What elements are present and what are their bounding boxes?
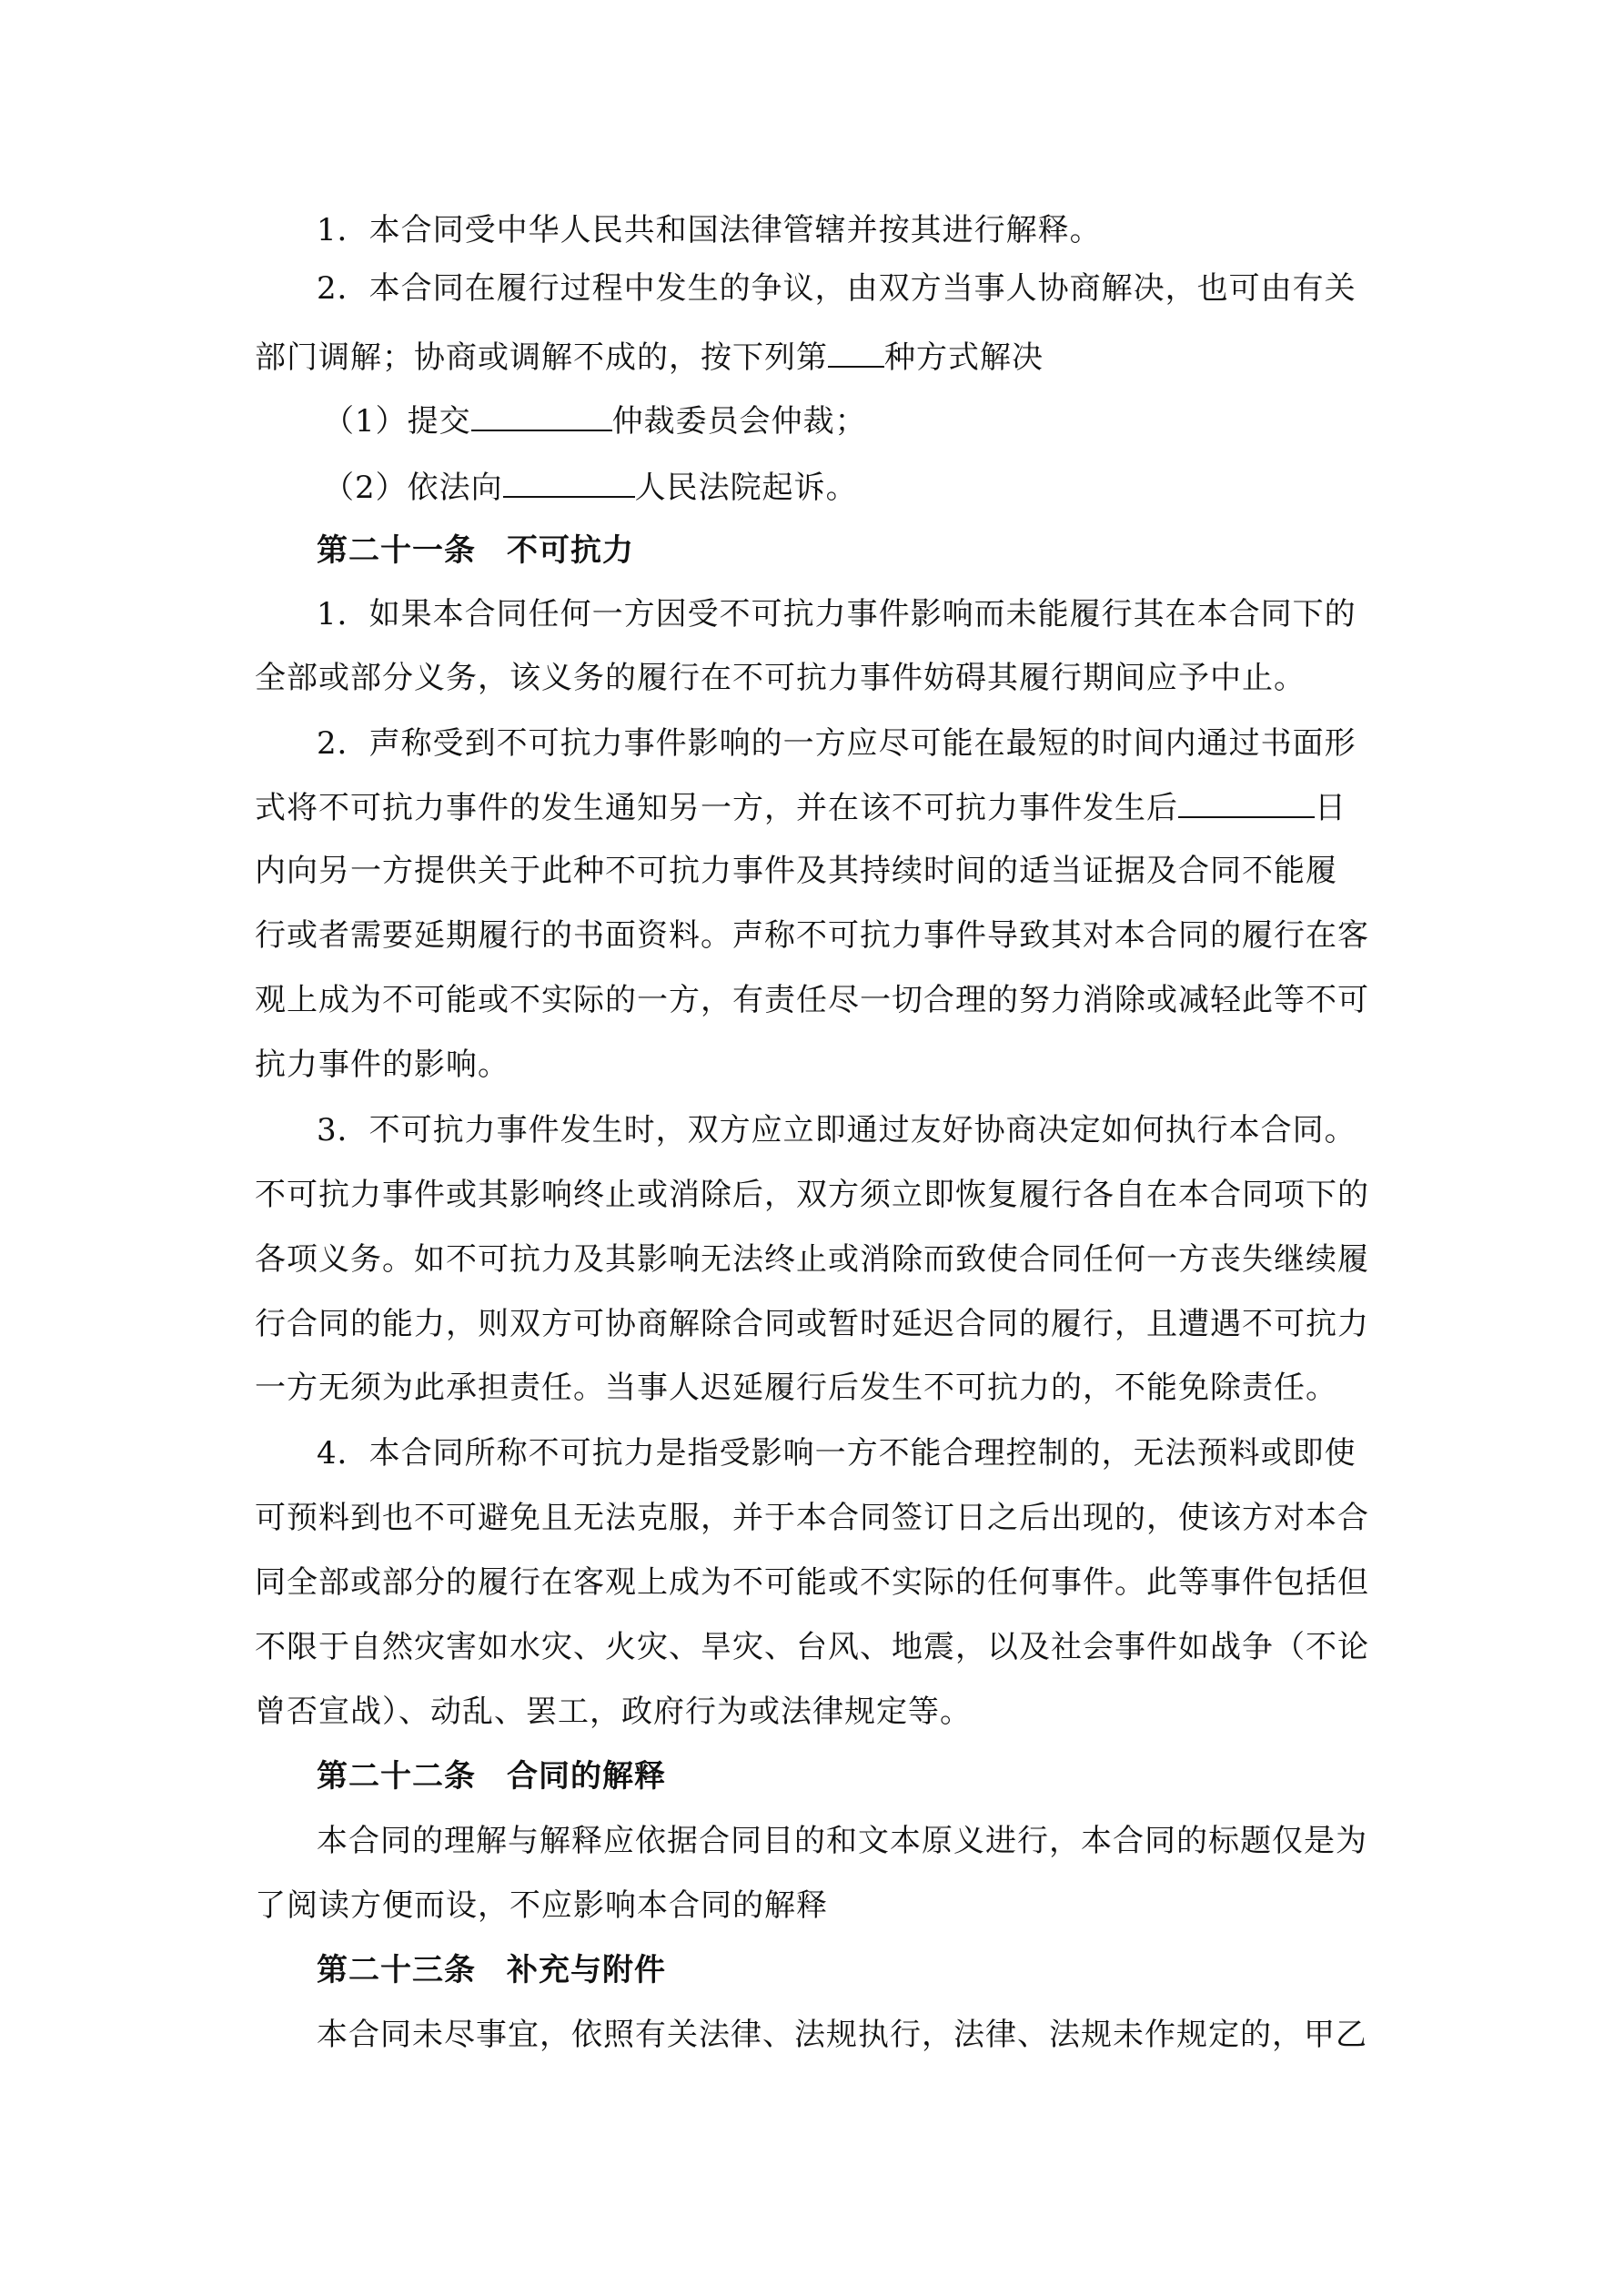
line-text: 观上成为不可能或不实际的一方，有责任尽一切合理的努力消除或减轻此等不可 <box>255 982 1369 1018</box>
fill-in-blank <box>503 469 635 498</box>
clause-number: 第二十二条 <box>317 1758 476 1795</box>
line-text: 本合同未尽事宜，依照有关法律、法规执行，法律、法规未作规定的，甲乙 <box>317 2017 1367 2053</box>
line-text: 不可抗力事件或其影响终止或消除后，双方须立即恢复履行各自在本合同项下的 <box>255 1177 1369 1213</box>
line-text: 行合同的能力，则双方可协商解除合同或暂时延迟合同的履行，且遭遇不可抗力 <box>255 1306 1369 1342</box>
clause-21-item-1-line-1 <box>317 596 1454 632</box>
line-text: 可预料到也不可避免且无法克服，并于本合同签订日之后出现的，使该方对本合 <box>255 1500 1369 1536</box>
clause-21-item-3-line-3 <box>255 1241 1392 1278</box>
line-text: 一方无须为此承担责任。当事人迟延履行后发生不可抗力的，不能免除责任。 <box>255 1370 1337 1406</box>
line-text: 内向另一方提供关于此种不可抗力事件及其持续时间的适当证据及合同不能履 <box>255 853 1337 889</box>
clause-22-body-line-1 <box>317 1823 1454 1859</box>
line-text: 部门调解；协商或调解不成的，按下列第 <box>255 339 828 376</box>
clause-21-item-2-line-2 <box>255 789 1392 826</box>
clause-21-item-4-line-2 <box>255 1500 1392 1536</box>
clause-title: 合同的解释 <box>507 1758 666 1795</box>
line-text: 不限于自然灾害如水灾、火灾、旱灾、台风、地震，以及社会事件如战争（不论 <box>255 1629 1369 1665</box>
clause-21-item-2-line-1 <box>317 725 1454 762</box>
clause-23-body-line-1 <box>317 2017 1454 2053</box>
clause-21-item-4-line-4 <box>255 1629 1392 1665</box>
clause-21-item-1-line-2 <box>255 660 1392 696</box>
line-text: 各项义务。如不可抗力及其影响无法终止或消除而致使合同任何一方丧失继续履 <box>255 1241 1369 1278</box>
clause-title: 不可抗力 <box>507 532 634 569</box>
clause-22-body-line-2 <box>255 1887 1392 1924</box>
line-text: 仲裁委员会仲裁； <box>611 403 867 440</box>
clause-title: 补充与附件 <box>507 1952 666 1988</box>
clause-21-item-4-line-1 <box>317 1435 1454 1472</box>
line-text: 3．不可抗力事件发生时，双方应立即通过友好协商决定如何执行本合同。 <box>317 1112 1357 1148</box>
line-text: 式将不可抗力事件的发生通知另一方，并在该不可抗力事件发生后 <box>255 790 1178 826</box>
clause-23-heading <box>317 1952 1454 1988</box>
line-text: 2．声称受到不可抗力事件影响的一方应尽可能在最短的时间内通过书面形 <box>317 725 1357 762</box>
clause-21-item-2-line-6 <box>255 1047 1392 1083</box>
line-text: 本合同的理解与解释应依据合同目的和文本原义进行，本合同的标题仅是为 <box>317 1823 1367 1859</box>
clause-number: 第二十三条 <box>317 1952 476 1988</box>
clause-number: 第二十一条 <box>317 532 476 569</box>
line-text: （1）提交 <box>323 403 471 440</box>
dispute-option-2 <box>323 469 1460 506</box>
line-text: 1．如果本合同任何一方因受不可抗力事件影响而未能履行其在本合同下的 <box>317 596 1357 632</box>
line-text: 同全部或部分的履行在客观上成为不可能或不实际的任何事件。此等事件包括但 <box>255 1564 1369 1601</box>
fill-in-blank <box>1178 789 1315 818</box>
clause-21-item-3-line-2 <box>255 1177 1392 1213</box>
line-text: 人民法院起诉。 <box>634 470 858 506</box>
clause-20-item-2-line-2 <box>255 339 1392 376</box>
line-text: （2）依法向 <box>323 470 503 506</box>
line-text: 日 <box>1315 790 1347 826</box>
clause-22-heading <box>317 1758 1454 1795</box>
fill-in-blank <box>828 339 884 368</box>
clause-21-item-3-line-1 <box>317 1112 1454 1148</box>
clause-21-item-3-line-5 <box>255 1370 1392 1406</box>
line-text: 曾否宣战）、动乱、罢工，政府行为或法律规定等。 <box>255 1694 972 1730</box>
clause-21-item-3-line-4 <box>255 1306 1392 1342</box>
line-text: 抗力事件的影响。 <box>255 1047 509 1083</box>
clause-21-heading <box>317 532 1454 569</box>
clause-21-item-4-line-3 <box>255 1564 1392 1601</box>
clause-20-item-1 <box>317 212 1454 248</box>
clause-21-item-2-line-5 <box>255 982 1392 1018</box>
clause-21-item-2-line-4 <box>255 917 1392 954</box>
clause-21-item-2-line-3 <box>255 853 1392 889</box>
line-text: 1．本合同受中华人民共和国法律管辖并按其进行解释。 <box>317 212 1102 248</box>
line-text: 种方式解决 <box>884 339 1044 376</box>
dispute-option-1 <box>323 402 1460 440</box>
line-text: 全部或部分义务，该义务的履行在不可抗力事件妨碍其履行期间应予中止。 <box>255 660 1306 696</box>
line-text: 4．本合同所称不可抗力是指受影响一方不能合理控制的，无法预料或即使 <box>317 1435 1357 1472</box>
line-text: 了阅读方便而设，不应影响本合同的解释 <box>255 1887 828 1924</box>
fill-in-blank <box>471 402 612 431</box>
line-text: 行或者需要延期履行的书面资料。声称不可抗力事件导致其对本合同的履行在客 <box>255 917 1369 954</box>
clause-21-item-4-line-5 <box>255 1694 1392 1730</box>
line-text: 2．本合同在履行过程中发生的争议，由双方当事人协商解决，也可由有关 <box>317 270 1357 307</box>
clause-20-item-2-line-1 <box>317 270 1454 307</box>
